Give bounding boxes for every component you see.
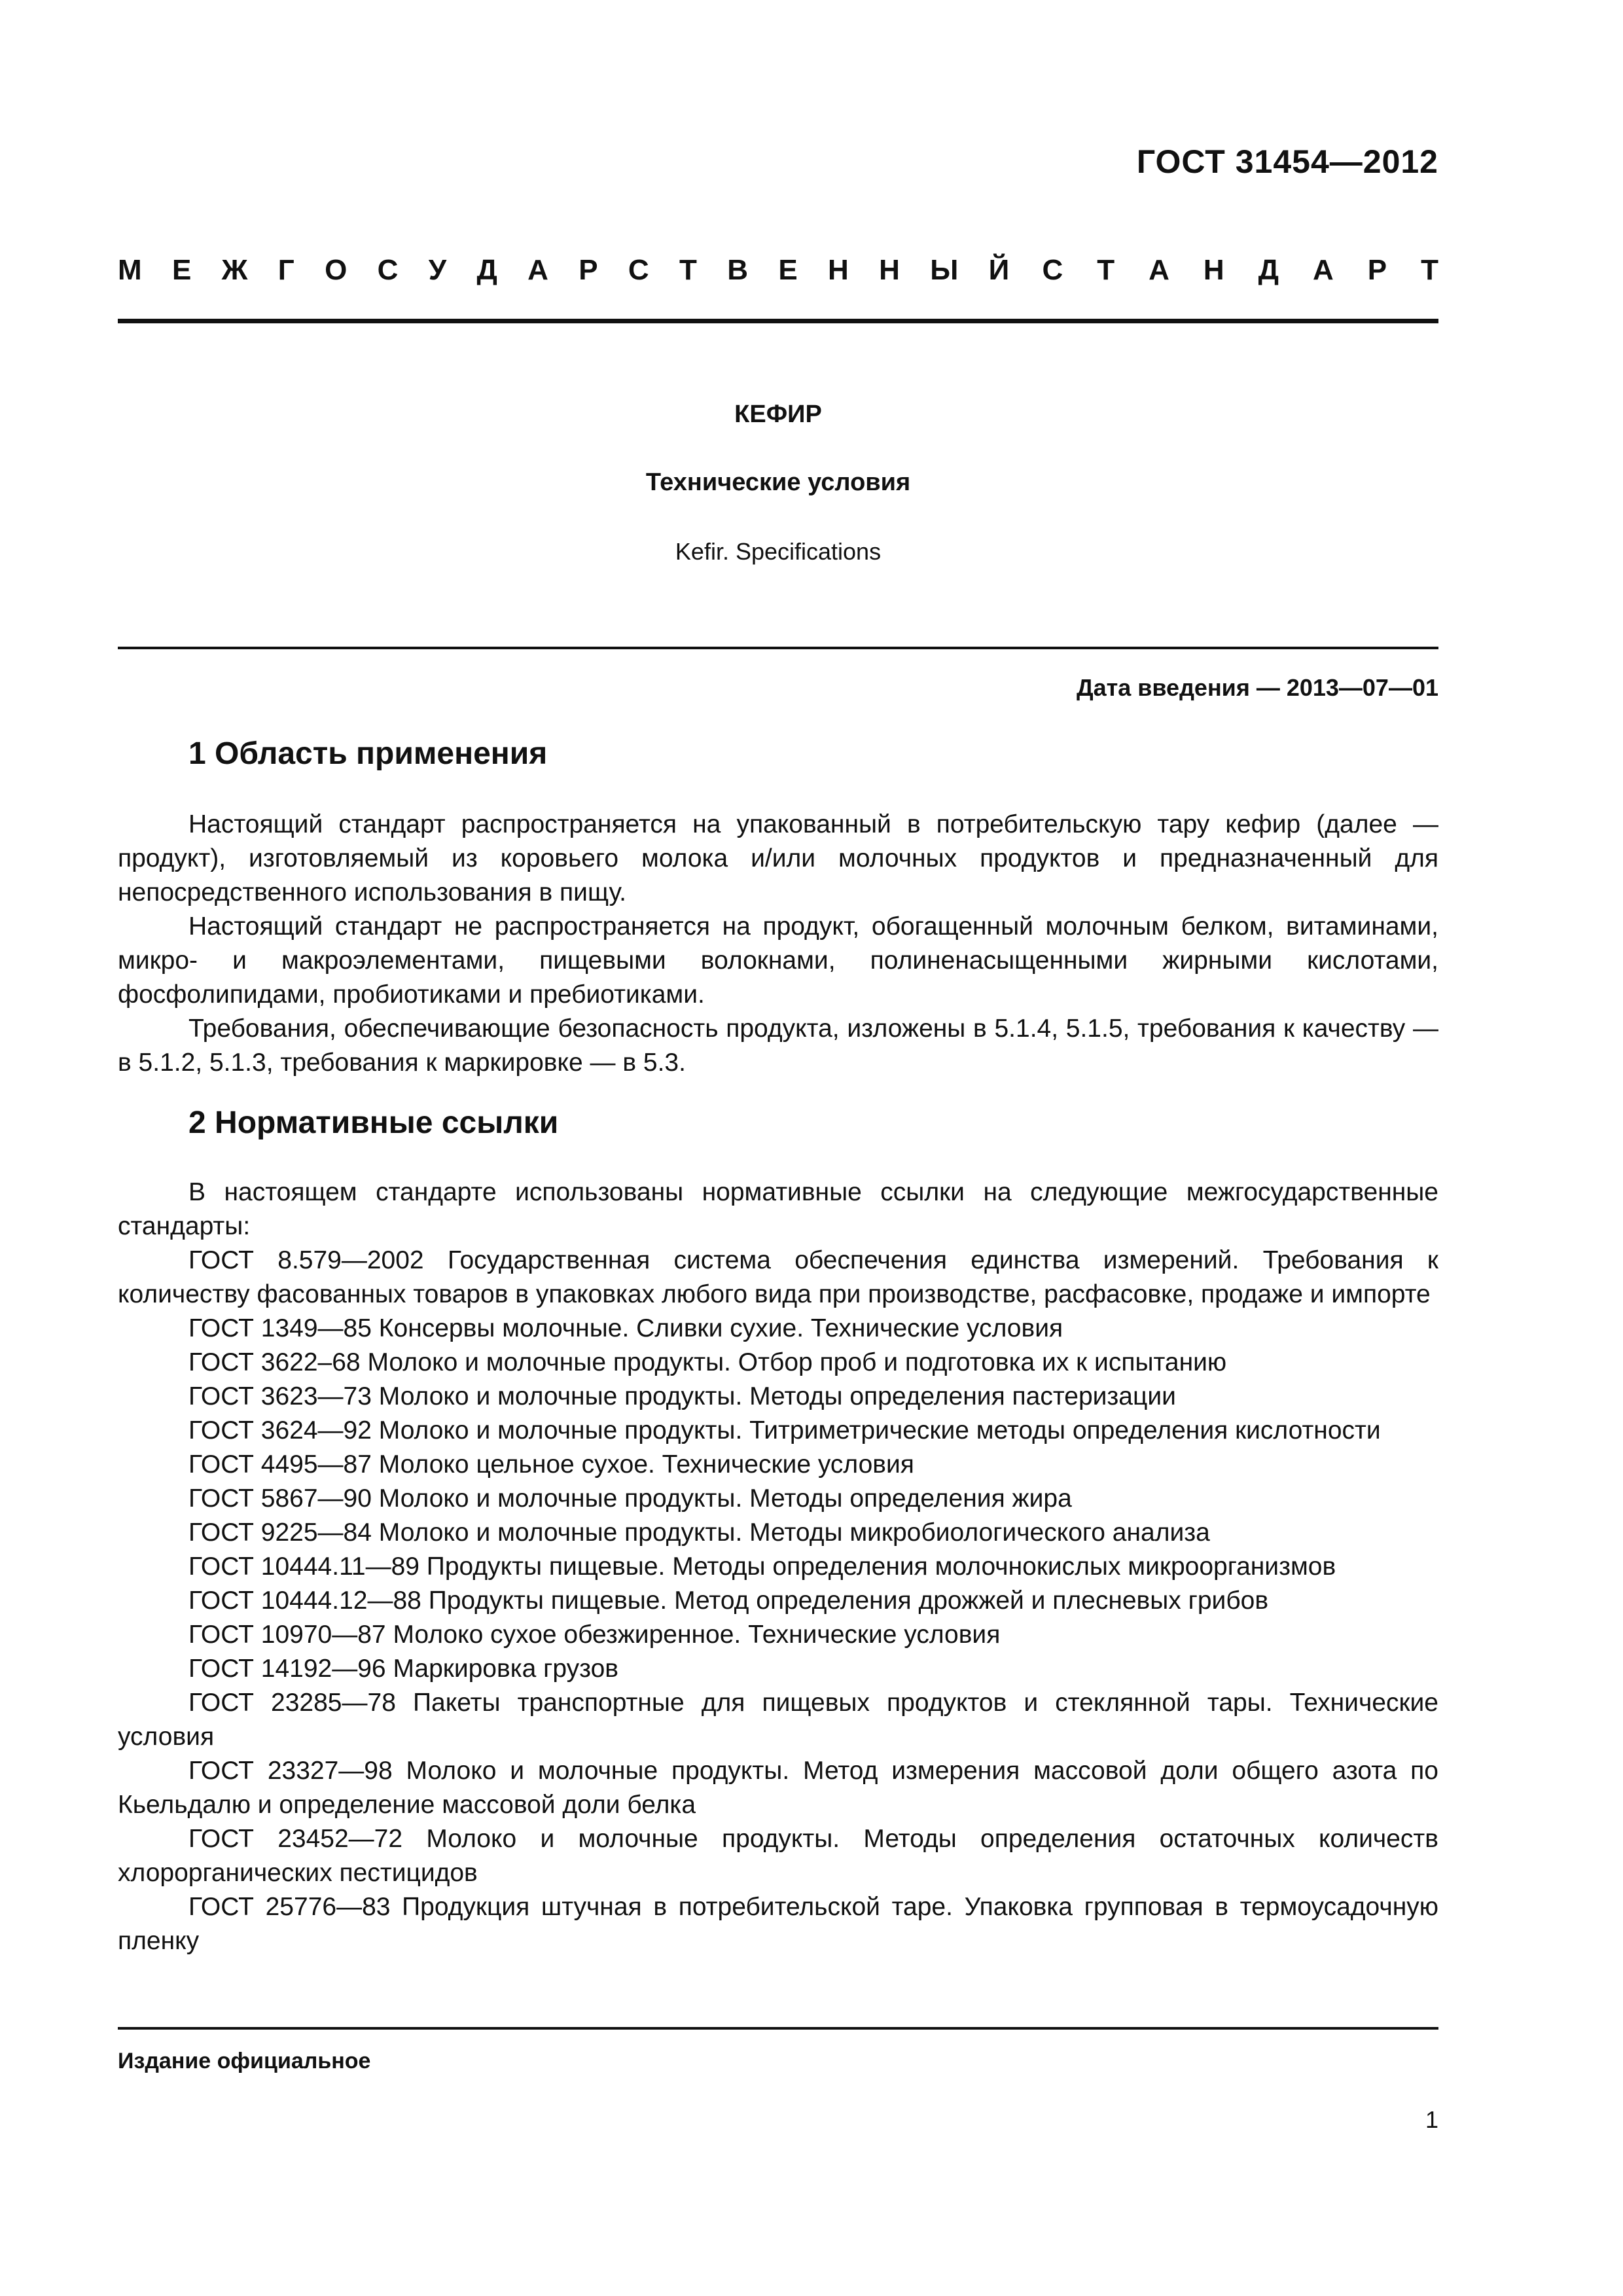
reference-code: ГОСТ 23285—78 <box>188 1689 396 1717</box>
document-subtitle: Технические условия <box>645 469 911 496</box>
reference-list <box>118 1244 1438 1958</box>
reference-title: Молоко и молочные продукты. Отбор проб и подготовка их к испытанию <box>367 1348 1227 1376</box>
reference-code: ГОСТ 3622–68 <box>188 1348 361 1376</box>
document-title-english: Kefir. Specifications <box>675 538 882 565</box>
reference-item <box>118 1754 1438 1822</box>
title-divider <box>118 647 1438 649</box>
reference-title: Молоко и молочные продукты. Методы определения жира <box>378 1484 1072 1513</box>
reference-code: ГОСТ 5867—90 <box>188 1484 372 1513</box>
footer-divider <box>118 2027 1438 2030</box>
reference-code: ГОСТ 3623—73 <box>188 1382 372 1410</box>
standard-category-right: С Т А Н Д А Р Т <box>1042 254 1438 286</box>
reference-code: ГОСТ 23327—98 <box>188 1757 393 1785</box>
reference-title: Молоко и молочные продукты. Титриметрические методы определения кислотности <box>378 1416 1381 1444</box>
reference-code: ГОСТ 10970—87 <box>188 1621 386 1649</box>
reference-title: Молоко и молочные продукты. Методы определения остаточных количеств хлорорганических пестицидов <box>118 1825 1439 1887</box>
reference-item <box>118 1550 1438 1584</box>
section-heading-references: 2 Нормативные ссылки <box>188 1105 559 1140</box>
publication-note: Издание официальное <box>118 2049 371 2073</box>
reference-title: Продукты пищевые. Методы определения молочнокислых микроорганизмов <box>426 1552 1336 1581</box>
reference-item <box>118 1380 1438 1414</box>
standard-category-left: М Е Ж Г О С У Д А Р С Т В Е Н Н Ы Й <box>118 254 1010 286</box>
reference-title: Продукция штучная в потребительской таре. Упаковка групповая в термоусадочную пленку <box>118 1893 1438 1955</box>
reference-item <box>118 1890 1438 1958</box>
reference-item <box>118 1516 1438 1550</box>
reference-title: Молоко и молочные продукты. Методы микробиологического анализа <box>378 1518 1210 1547</box>
reference-title: Государственная система обеспечения единства измерений. Требования к количеству фасованных товаров в упаковках любого вида при производстве, расфасовке, продаже и импорте <box>118 1246 1438 1308</box>
reference-item <box>118 1448 1438 1482</box>
reference-title: Пакеты транспортные для пищевых продуктов и стеклянной тары. Технические условия <box>118 1689 1438 1751</box>
section-body-references <box>118 1175 1438 1958</box>
reference-code: ГОСТ 14192—96 <box>188 1655 386 1683</box>
reference-item <box>118 1312 1438 1346</box>
introduction-date: Дата введения — 2013—07—01 <box>1076 674 1438 701</box>
document-title: КЕФИР <box>734 401 822 428</box>
reference-item <box>118 1482 1438 1516</box>
reference-item <box>118 1244 1438 1312</box>
reference-code: ГОСТ 9225—84 <box>188 1518 372 1547</box>
standard-category <box>118 254 1438 287</box>
references-intro: В настоящем стандарте использованы нормативные ссылки на следующие межгосударственные стандарты: <box>118 1178 1438 1240</box>
reference-item <box>118 1822 1438 1890</box>
reference-item <box>118 1618 1438 1652</box>
reference-code: ГОСТ 23452—72 <box>188 1825 403 1853</box>
section-body-scope <box>118 808 1438 1080</box>
reference-code: ГОСТ 25776—83 <box>188 1893 391 1921</box>
header-divider <box>118 319 1438 323</box>
reference-code: ГОСТ 8.579—2002 <box>188 1246 424 1274</box>
reference-code: ГОСТ 10444.11—89 <box>188 1552 419 1581</box>
reference-code: ГОСТ 3624—92 <box>188 1416 372 1444</box>
reference-item <box>118 1414 1438 1448</box>
reference-title: Консервы молочные. Сливки сухие. Технические условия <box>378 1314 1063 1342</box>
reference-item <box>118 1652 1438 1686</box>
reference-code: ГОСТ 4495—87 <box>188 1450 372 1479</box>
section-heading-scope: 1 Область применения <box>188 736 548 771</box>
reference-title: Молоко и молочные продукты. Метод измерения массовой доли общего азота по Кьельдалю и определение массовой доли белка <box>118 1757 1438 1819</box>
reference-code: ГОСТ 10444.12—88 <box>188 1587 421 1615</box>
page-number: 1 <box>1425 2106 1438 2133</box>
reference-item <box>118 1686 1438 1754</box>
reference-title: Молоко сухое обезжиренное. Технические условия <box>393 1621 1001 1649</box>
reference-title: Продукты пищевые. Метод определения дрожжей и плесневых грибов <box>428 1587 1269 1615</box>
reference-code: ГОСТ 1349—85 <box>188 1314 372 1342</box>
paragraph: Настоящий стандарт распространяется на упакованный в потребительскую тару кефир (далее — продукт), изготовляемый из коровьего молока и/или молочных продуктов и предназначенный для непосредственного использования в пищу. <box>118 810 1438 906</box>
paragraph: Настоящий стандарт не распространяется на продукт, обогащенный молочным белком, витаминами, микро- и макроэлементами, пищевыми волокнами, полиненасыщенными жирными кислотами, фосфолипидами, пробиотиками и пребиотиками. <box>118 912 1438 1009</box>
reference-item <box>118 1584 1438 1618</box>
reference-title: Молоко и молочные продукты. Методы определения пастеризации <box>378 1382 1176 1410</box>
paragraph: Требования, обеспечивающие безопасность продукта, изложены в 5.1.4, 5.1.5, требования к качеству — в 5.1.2, 5.1.3, требования к маркировке — в 5.3. <box>118 1014 1438 1077</box>
reference-title: Маркировка грузов <box>393 1655 618 1683</box>
reference-item <box>118 1346 1438 1380</box>
reference-title: Молоко цельное сухое. Технические условия <box>378 1450 914 1479</box>
standard-number: ГОСТ 31454—2012 <box>1136 143 1438 180</box>
